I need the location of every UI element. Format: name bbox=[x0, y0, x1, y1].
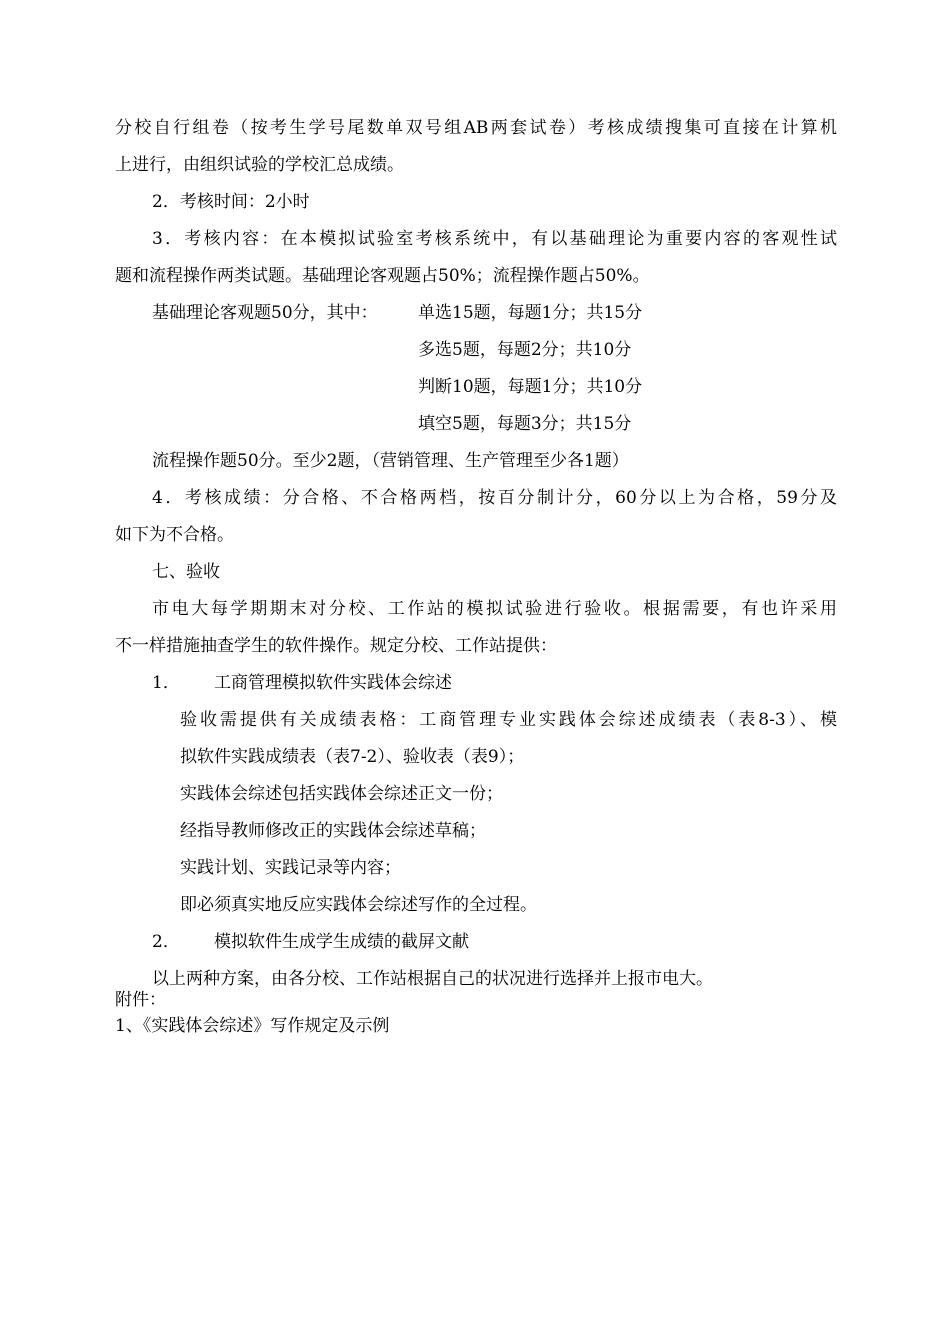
list-item-2 bbox=[152, 931, 469, 953]
single-choice-line: 单选15题，每题1分；共15分 bbox=[418, 303, 643, 323]
paragraph-line: 如下为不合格。 bbox=[115, 525, 234, 545]
paragraph-line: 即必须真实地反应实践体会综述写作的全过程。 bbox=[180, 895, 537, 915]
true-false-line: 判断10题，每题1分；共10分 bbox=[418, 377, 643, 397]
paragraph-line: 分校自行组卷（按考生学号尾数单双号组AB两套试卷）考核成绩搜集可直接在计算机 bbox=[115, 118, 837, 138]
paragraph-line: 以上两种方案，由各分校、工作站根据自己的状况进行选择并上报市电大。 bbox=[152, 969, 713, 989]
list-number: 2． bbox=[152, 932, 180, 952]
section-heading-acceptance: 七、验收 bbox=[152, 562, 220, 582]
list-item-text: 模拟软件生成学生成绩的截屏文献 bbox=[214, 932, 469, 952]
list-number: 1． bbox=[152, 673, 180, 693]
multiple-choice-line: 多选5题，每题2分；共10分 bbox=[418, 340, 632, 360]
paragraph-line: 拟软件实践成绩表（表7-2）、验收表（表9）； bbox=[180, 747, 525, 767]
attachment-heading: 附件： bbox=[115, 990, 166, 1010]
exam-time-line: 2．考核时间：2小时 bbox=[152, 192, 310, 212]
paragraph-line: 题和流程操作两类试题。基础理论客观题占50%；流程操作题占50%。 bbox=[115, 266, 650, 286]
process-operation-line: 流程操作题50分。至少2题，（营销管理、生产管理至少各1题） bbox=[152, 451, 629, 471]
paragraph-line: 经指导教师修改正的实践体会综述草稿； bbox=[180, 821, 486, 841]
exam-content-line: 3．考核内容：在本模拟试验室考核系统中，有以基础理论为重要内容的客观性试 bbox=[152, 229, 837, 249]
paragraph-line: 上进行，由组织试验的学校汇总成绩。 bbox=[115, 155, 404, 175]
attachment-item: 1、《实践体会综述》写作规定及示例 bbox=[115, 1016, 390, 1036]
objective-total-label: 基础理论客观题50分，其中： bbox=[152, 303, 378, 323]
paragraph-line: 不一样措施抽查学生的软件操作。规定分校、工作站提供： bbox=[115, 636, 557, 656]
paragraph-line: 验收需提供有关成绩表格：工商管理专业实践体会综述成绩表（表8-3）、模 bbox=[180, 710, 837, 730]
fill-blank-line: 填空5题，每题3分；共15分 bbox=[418, 414, 632, 434]
list-item-1 bbox=[152, 672, 452, 694]
paragraph-line: 实践计划、实践记录等内容； bbox=[180, 858, 401, 878]
list-item-text: 工商管理模拟软件实践体会综述 bbox=[214, 673, 452, 693]
exam-score-line: 4．考核成绩：分合格、不合格两档，按百分制计分，60分以上为合格，59分及 bbox=[152, 488, 837, 508]
paragraph-line: 实践体会综述包括实践体会综述正文一份； bbox=[180, 784, 503, 804]
paragraph-line: 市电大每学期期末对分校、工作站的模拟试验进行验收。根据需要，有也许采用 bbox=[152, 599, 837, 619]
